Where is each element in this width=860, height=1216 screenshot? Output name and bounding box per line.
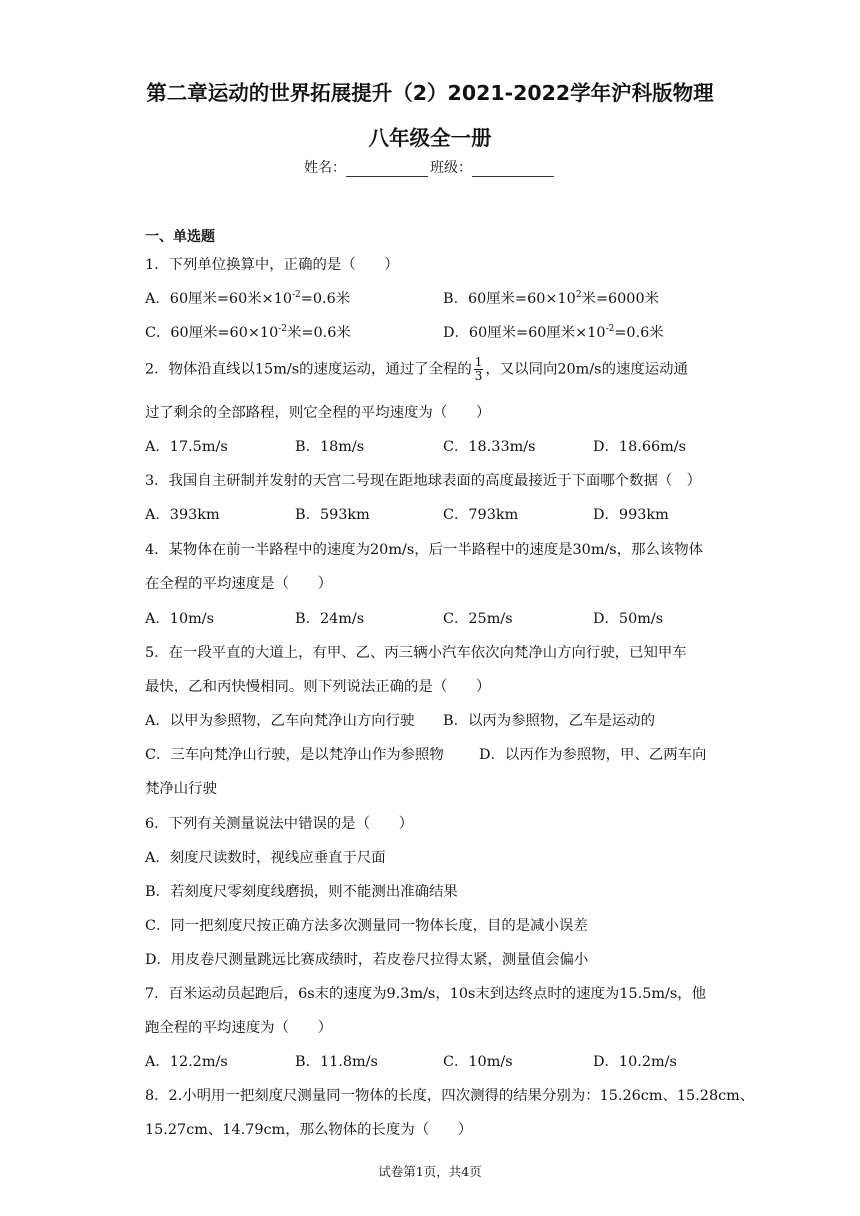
q3-option-c[interactable]: C．793km (443, 507, 519, 523)
q6-stem: 6．下列有关测量说法中错误的是（ ） (145, 816, 414, 832)
page-footer: 试卷第1页，共4页 (378, 1164, 482, 1179)
class-blank[interactable] (472, 162, 554, 177)
fraction-one-third: $\frac{1}{3}$ (474, 355, 483, 383)
q7-option-d[interactable]: D．10.2m/s (593, 1054, 677, 1070)
q6-option-d[interactable]: D．用皮卷尺测量跳远比赛成绩时，若皮卷尺拉得太紧，测量值会偏小 (145, 952, 589, 968)
q4-option-b[interactable]: B．24m/s (295, 611, 365, 627)
name-label: 姓名： (304, 160, 346, 176)
exam-title-line1: 第二章运动的世界拓展提升（2）2021-2022学年沪科版物理 (146, 81, 714, 105)
q3-stem: 3．我国自主研制并发射的天宫二号现在距地球表面的高度最接近于下面哪个数据（ ） (145, 473, 702, 489)
q1-option-c[interactable]: C．60厘米$=60\times 10^{-2}$米=0.6米 (145, 324, 351, 341)
q4-stem-line1: 4．某物体在前一半路程中的速度为20m/s，后一半路程中的速度是30m/s，那么该物体 (145, 542, 704, 558)
q3-option-a[interactable]: A．393km (145, 507, 220, 523)
q1-option-b[interactable]: B．60厘米$=60\times 10^2$米=6000米 (443, 290, 660, 307)
q6-option-c[interactable]: C．同一把刻度尺按正确方法多次测量同一物体长度，目的是减小误差 (145, 918, 588, 934)
q7-stem-line1: 7．百米运动员起跑后，6s末的速度为9.3m/s，10s末到达终点时的速度为15.5m/s，他 (145, 986, 707, 1002)
q5-stem-line1: 5．在一段平直的大道上，有甲、乙、丙三辆小汽车依次向梵净山方向行驶，已知甲车 (145, 645, 687, 661)
q6-option-a[interactable]: A．刻度尺读数时，视线应垂直于尺面 (145, 850, 386, 866)
q2-stem-line1: 2．物体沿直线以15m/s的速度运动，通过了全程的 $\frac{1}{3}$ ，又以同向20m/s的速度运动通 (145, 355, 688, 383)
q2-option-c[interactable]: C．18.33m/s (443, 439, 536, 455)
q3-option-b[interactable]: B．593km (295, 507, 370, 523)
q4-stem-line2: 在全程的平均速度是（ ） (145, 576, 333, 592)
q7-option-a[interactable]: A．12.2m/s (145, 1054, 228, 1070)
q5-option-d[interactable]: D．以丙作为参照物，甲、乙两车向 (479, 747, 707, 763)
name-class-bar (0, 157, 860, 177)
exam-title-line2: 八年级全一册 (368, 126, 492, 150)
q5-option-b[interactable]: B．以丙为参照物，乙车是运动的 (443, 713, 656, 729)
q4-option-a[interactable]: A．10m/s (145, 611, 214, 627)
q5-option-d-line2: 梵净山行驶 (145, 781, 217, 797)
q7-option-c[interactable]: C．10m/s (443, 1054, 513, 1070)
q2-stem-line2: 过了剩余的全部路程，则它全程的平均速度为（ ） (145, 405, 491, 421)
q3-option-d[interactable]: D．993km (593, 507, 669, 523)
q4-option-d[interactable]: D．50m/s (593, 611, 664, 627)
q1-option-a[interactable]: A．60厘米=60米$\times 10^{-2}=0.6$米 (145, 290, 351, 307)
q8-stem-line2: 15.27cm、14.79cm，那么物体的长度为（ ） (145, 1122, 473, 1138)
q1-option-d[interactable]: D．60厘米=60厘米$\times 10^{-2}=0.6$米 (443, 324, 664, 341)
q8-stem-line1: 8．2.小明用一把刻度尺测量同一物体的长度，四次测得的结果分别为：15.26cm、15.28cm、 (145, 1088, 755, 1104)
q2-option-b[interactable]: B．18m/s (295, 439, 365, 455)
class-label: 班级： (430, 160, 472, 176)
q1-stem: 1．下列单位换算中，正确的是（ ） (145, 257, 399, 273)
q7-option-b[interactable]: B．11.8m/s (295, 1054, 378, 1070)
q4-option-c[interactable]: C．25m/s (443, 611, 513, 627)
q2-option-d[interactable]: D．18.66m/s (593, 439, 687, 455)
q5-option-a[interactable]: A．以甲为参照物，乙车向梵净山方向行驶 (145, 713, 415, 729)
q7-stem-line2: 跑全程的平均速度为（ ） (145, 1020, 333, 1036)
q6-option-b[interactable]: B．若刻度尺零刻度线磨损，则不能测出准确结果 (145, 884, 458, 900)
section-title: 一、单选题 (145, 229, 215, 245)
q5-stem-line2: 最快，乙和丙快慢相同。则下列说法正确的是（ ） (145, 679, 491, 695)
name-blank[interactable] (346, 162, 428, 177)
q5-option-c[interactable]: C．三车向梵净山行驶，是以梵净山作为参照物 (145, 747, 444, 763)
q2-option-a[interactable]: A．17.5m/s (145, 439, 228, 455)
